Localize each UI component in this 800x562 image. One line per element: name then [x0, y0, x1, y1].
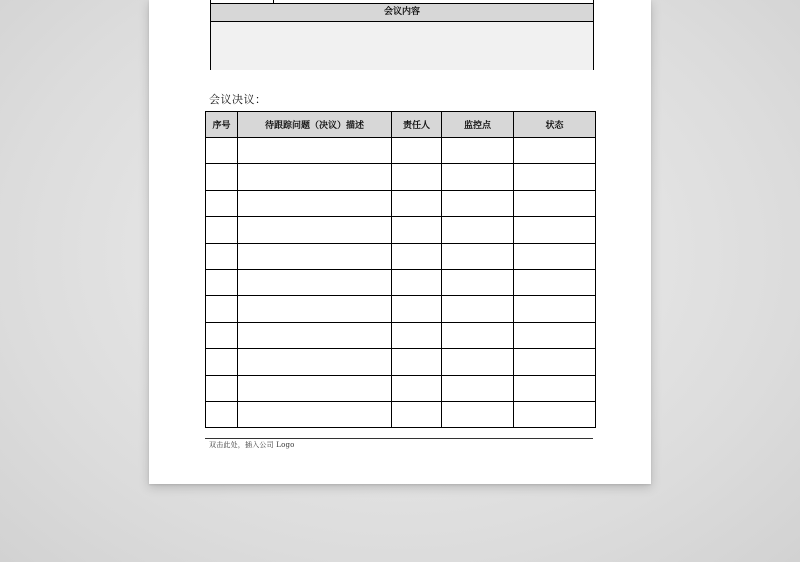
cell-index[interactable]: [206, 401, 238, 427]
table-row: [206, 243, 596, 269]
cell-status[interactable]: [514, 269, 596, 295]
cell-description[interactable]: [238, 375, 392, 401]
cell-checkpoint[interactable]: [442, 217, 514, 243]
cell-description[interactable]: [238, 269, 392, 295]
cell-status[interactable]: [514, 217, 596, 243]
cell-owner[interactable]: [392, 375, 442, 401]
cell-owner[interactable]: [392, 322, 442, 348]
cell-owner[interactable]: [392, 217, 442, 243]
table-row: [206, 190, 596, 216]
table-row: [206, 164, 596, 190]
cell-checkpoint[interactable]: [442, 401, 514, 427]
table-row: [206, 138, 596, 164]
cell-status[interactable]: [514, 138, 596, 164]
cell-owner[interactable]: [392, 296, 442, 322]
cell-index[interactable]: [206, 375, 238, 401]
table-row: [206, 296, 596, 322]
document-page: [149, 0, 651, 484]
previous-row-stub: [211, 0, 593, 4]
cell-owner[interactable]: [392, 401, 442, 427]
column-header-owner: 责任人: [392, 112, 442, 138]
decisions-table: [205, 111, 596, 428]
cell-owner[interactable]: [392, 164, 442, 190]
table-row: [206, 269, 596, 295]
cell-index[interactable]: [206, 243, 238, 269]
cell-checkpoint[interactable]: [442, 269, 514, 295]
column-header-status: 状态: [514, 112, 596, 138]
cell-status[interactable]: [514, 190, 596, 216]
decisions-body: [206, 138, 596, 428]
column-header-index: 序号: [206, 112, 238, 138]
cell-owner[interactable]: [392, 269, 442, 295]
table-row: [206, 401, 596, 427]
cell-checkpoint[interactable]: [442, 164, 514, 190]
table-row: [206, 217, 596, 243]
cell-description[interactable]: [238, 401, 392, 427]
cell-owner[interactable]: [392, 190, 442, 216]
decisions-header-row: [206, 112, 596, 138]
table-row: [206, 322, 596, 348]
footer-divider: [205, 438, 593, 439]
cell-status[interactable]: [514, 375, 596, 401]
cell-status[interactable]: [514, 164, 596, 190]
meeting-content-body[interactable]: [211, 22, 593, 70]
cell-description[interactable]: [238, 349, 392, 375]
cell-description[interactable]: [238, 190, 392, 216]
cell-status[interactable]: [514, 296, 596, 322]
cell-owner[interactable]: [392, 243, 442, 269]
cell-status[interactable]: [514, 401, 596, 427]
cell-index[interactable]: [206, 349, 238, 375]
cell-checkpoint[interactable]: [442, 190, 514, 216]
cell-description[interactable]: [238, 164, 392, 190]
cell-checkpoint[interactable]: [442, 243, 514, 269]
table-row: [206, 349, 596, 375]
cell-status[interactable]: [514, 349, 596, 375]
column-header-description: 待跟踪问题（决议）描述: [238, 112, 392, 138]
cell-checkpoint[interactable]: [442, 322, 514, 348]
cell-status[interactable]: [514, 322, 596, 348]
decisions-title: 会议决议：: [209, 93, 267, 106]
cell-index[interactable]: [206, 190, 238, 216]
column-header-checkpoint: 监控点: [442, 112, 514, 138]
cell-description[interactable]: [238, 138, 392, 164]
meeting-content-header: 会议内容: [211, 4, 593, 22]
table-row: [206, 375, 596, 401]
cell-index[interactable]: [206, 269, 238, 295]
cell-owner[interactable]: [392, 349, 442, 375]
cell-index[interactable]: [206, 138, 238, 164]
footer-logo-placeholder[interactable]: 双击此处，插入公司 Logo: [209, 441, 295, 449]
cell-index[interactable]: [206, 217, 238, 243]
cell-checkpoint[interactable]: [442, 138, 514, 164]
cell-status[interactable]: [514, 243, 596, 269]
cell-owner[interactable]: [392, 138, 442, 164]
cell-index[interactable]: [206, 296, 238, 322]
cell-checkpoint[interactable]: [442, 296, 514, 322]
cell-checkpoint[interactable]: [442, 349, 514, 375]
cell-index[interactable]: [206, 322, 238, 348]
cell-index[interactable]: [206, 164, 238, 190]
cell-checkpoint[interactable]: [442, 375, 514, 401]
cell-description[interactable]: [238, 217, 392, 243]
cell-description[interactable]: [238, 243, 392, 269]
meeting-content-box: [210, 0, 594, 70]
cell-description[interactable]: [238, 296, 392, 322]
cell-description[interactable]: [238, 322, 392, 348]
